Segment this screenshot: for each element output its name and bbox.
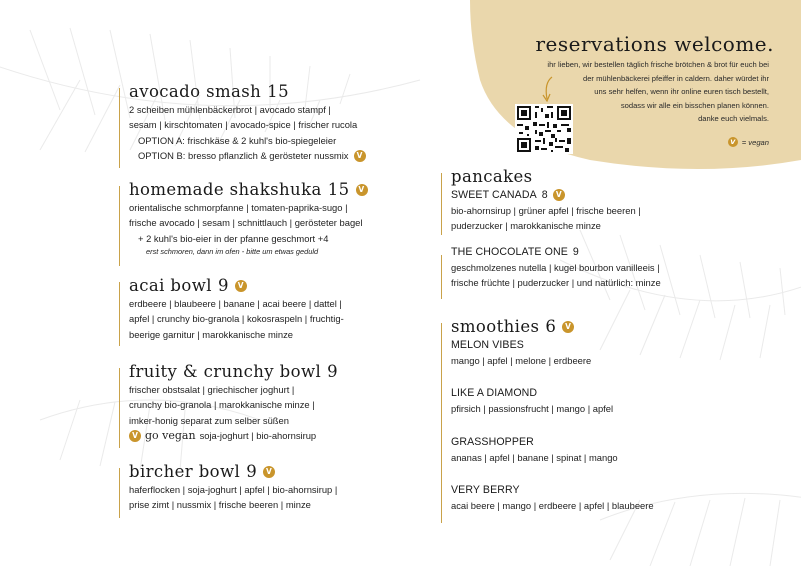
- section-avocado-smash: [129, 82, 366, 164]
- vegan-badge-icon: V: [263, 466, 275, 478]
- section-divider: [119, 368, 120, 448]
- item-description: pfirsich | passionsfrucht | mango | apfel: [451, 403, 614, 415]
- reservations-text: ihr lieben, wir bestellen täglich frische brötchen & brot für euch bei der mühlenbäckerei pfeiffer in caldern. daher würdet ihr uns sehr helfen, wenn ihr online euren tisch bestellt, sodass wir alle ein bisschen planen können. danke euch vielmals.: [547, 60, 769, 124]
- vegan-badge-icon: V: [562, 321, 574, 333]
- section-title: avocado smash 15: [129, 82, 289, 101]
- section-divider: [441, 323, 442, 523]
- item-description: frischer obstsalat | griechischer joghurt | crunchy bio-granola | marokkanische minze | imker-honig separat zum selber süßen V go vegan soja-joghurt | bio-ahornsirup: [129, 382, 338, 444]
- menu-item-name: MELON VIBES: [451, 339, 524, 351]
- item-description: haferflocken | soja-joghurt | apfel | bio-ahornsirup | prise zimt | nussmix | frische beeren | minze: [129, 484, 338, 511]
- section-divider: [119, 88, 120, 168]
- item-description: ananas | apfel | banane | spinat | mango: [451, 451, 618, 463]
- section-smoothies: [451, 317, 654, 514]
- section-divider: [441, 173, 442, 235]
- item-description: erdbeere | blaubeere | banane | acai beere | dattel | apfel | crunchy bio-granola | kokosraspeln | fruchtig- beerige garnitur | marokkanische minze: [129, 298, 344, 340]
- section-title: bircher bowl 9 V: [129, 462, 337, 482]
- vegan-badge-icon: V: [553, 189, 565, 201]
- go-vegan-option: V go vegan soja-joghurt | bio-ahornsirup: [129, 428, 338, 443]
- item-description: orientalische schmorpfanne | tomaten-paprika-sugo | frische avocado | sesam | schnittlauch | gerösteter bagel + 2 kuhl's bio-eier in der pfanne geschmort +4 erst schmoren, dann im ofen - bitte um etwas geduld: [129, 202, 363, 257]
- section-divider: [441, 255, 442, 299]
- menu-item-name: GRASSHOPPER: [451, 435, 534, 448]
- item-description: geschmolzenes nutella | kugel bourbon vanilleeis | frische früchte | puderzucker | und natürlich: minze: [451, 261, 661, 289]
- section-title: acai bowl 9 V: [129, 276, 344, 296]
- vegan-badge-icon: V: [728, 137, 738, 147]
- section-title: homemade shakshuka 15 V: [129, 180, 368, 200]
- section-title: fruity & crunchy bowl 9: [129, 362, 339, 381]
- menu-item-name: VERY BERRY: [451, 484, 520, 497]
- vegan-badge-icon: V: [356, 184, 368, 196]
- section-shakshuka: [129, 180, 368, 258]
- section-pancakes: [451, 167, 661, 291]
- menu-item-name: THE CHOCOLATE ONE 9: [451, 245, 579, 258]
- menu-item-name: LIKE A DIAMOND: [451, 387, 538, 400]
- reservations-title: reservations welcome.: [535, 32, 774, 56]
- menu-item-name: SWEET CANADA 8 V: [451, 187, 661, 203]
- vegan-badge-icon: V: [129, 430, 141, 442]
- vegan-legend: V = vegan: [728, 137, 769, 147]
- qr-code-icon[interactable]: [515, 104, 573, 154]
- item-description: 2 scheiben mühlenbäckerbrot | avocado stampf | sesam | kirschtomaten | avocado-spice | frischer rucola OPTION A: frischkäse & 2 kuhl's bio-spiegeleier OPTION B: bresso pflanzlich & gerösteter nussmix V: [129, 102, 366, 164]
- section-title: smoothies 6 V: [451, 317, 654, 337]
- vegan-badge-icon: V: [354, 150, 366, 162]
- item-description: bio-ahornsirup | grüner apfel | frische beeren | puderzucker | marokkanische minze: [451, 205, 641, 232]
- arrow-icon: [540, 75, 556, 105]
- item-description: acai beere | mango | erdbeere | apfel | blaubeere: [451, 500, 654, 512]
- section-bircher-bowl: [129, 462, 337, 513]
- section-divider: [119, 186, 120, 266]
- item-description: mango | apfel | melone | erdbeere: [451, 355, 592, 366]
- vegan-badge-icon: V: [235, 280, 247, 292]
- section-divider: [119, 468, 120, 518]
- section-fruity-crunchy-bowl: [129, 362, 338, 444]
- section-acai-bowl: [129, 276, 344, 342]
- section-divider: [119, 282, 120, 346]
- section-title: pancakes: [451, 167, 533, 186]
